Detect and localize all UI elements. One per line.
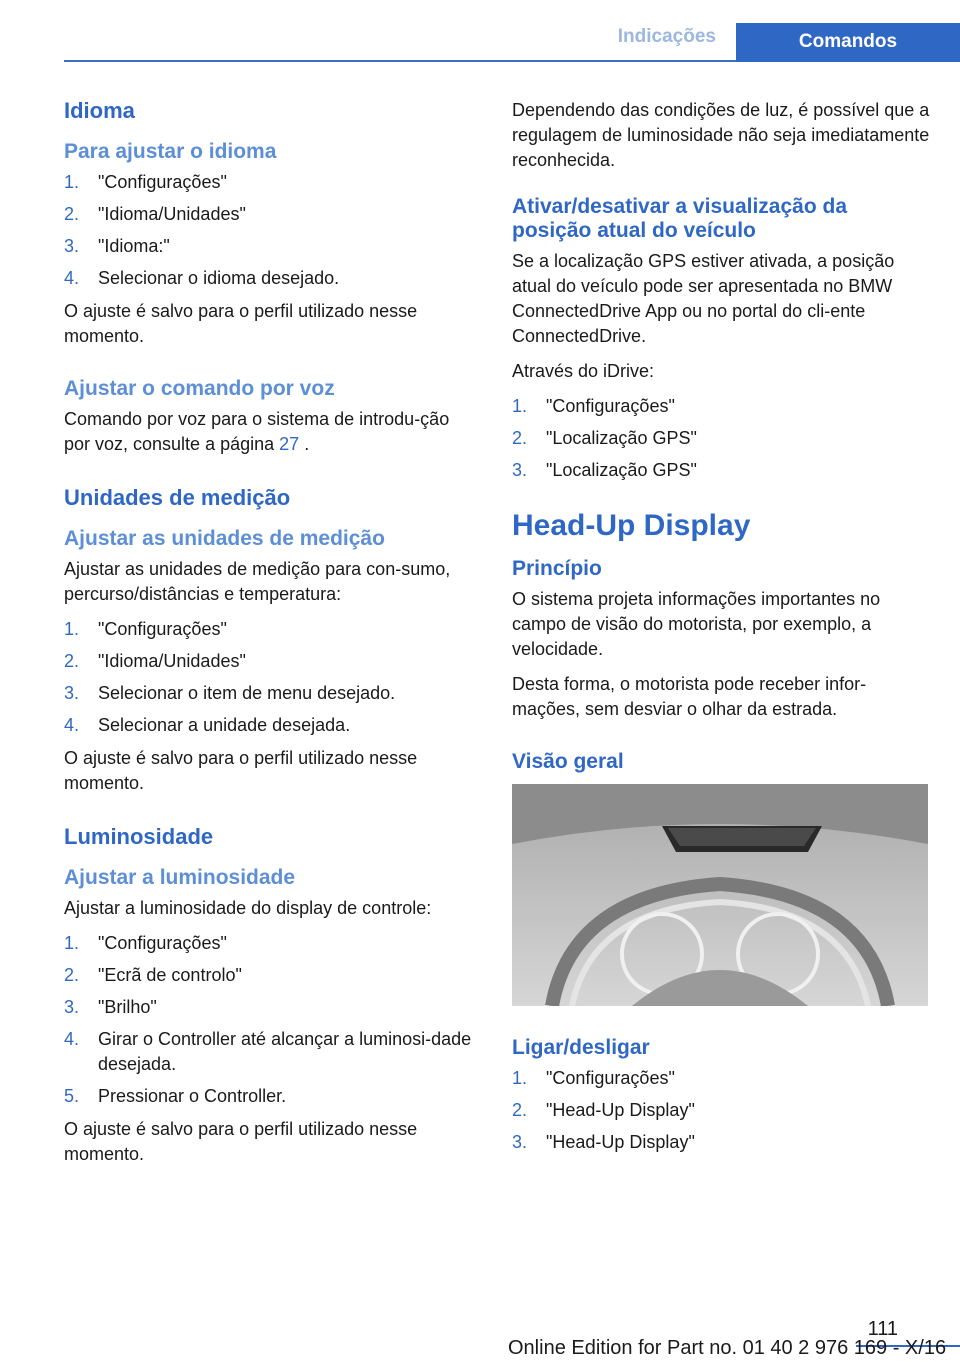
left-column	[64, 98, 476, 1177]
list-item: 2. "Ecrã de controlo"	[64, 965, 242, 985]
unidades-heading: Unidades de medição	[64, 485, 291, 510]
ligar-steps	[512, 1066, 930, 1155]
list-item: 3. "Brilho"	[64, 997, 157, 1017]
page-footer	[0, 1318, 960, 1362]
edition-text: Online Edition for Part no. 01 40 2 976 169 - X/16	[508, 1337, 947, 1359]
visao-subheading: Visão geral	[512, 750, 624, 773]
unidades-note: O ajuste é salvo para o perfil utilizado nesse momento.	[64, 748, 418, 793]
list-item: 3. Selecionar o item de menu desejado.	[64, 683, 396, 703]
unidades-steps	[64, 617, 476, 738]
luminosidade-continued: Dependendo das condições de luz, é possível que a regulagem de luminosidade não seja imediatamente reconhecida.	[512, 100, 930, 170]
voz-paragraph: Comando por voz para o sistema de introdu-ção por voz, consulte a página 27 .	[64, 409, 450, 454]
page-number: 111	[867, 1318, 898, 1340]
gps-via: Através do iDrive:	[512, 361, 655, 381]
section-tab[interactable]: Indicações	[617, 26, 716, 47]
hud-heading: Head-Up Display	[512, 509, 751, 542]
list-item: 2. "Localização GPS"	[512, 428, 697, 448]
list-item: 3. "Head-Up Display"	[512, 1132, 695, 1152]
idioma-subheading: Para ajustar o idioma	[64, 140, 277, 163]
luminosidade-steps	[64, 931, 476, 1109]
principio-subheading: Princípio	[512, 557, 602, 580]
list-item: 1. "Configurações"	[512, 396, 675, 416]
list-item: 2. "Idioma/Unidades"	[64, 204, 246, 224]
list-item: 1. "Configurações"	[64, 933, 227, 953]
list-item: 3. "Localização GPS"	[512, 460, 697, 480]
list-item: 1. "Configurações"	[64, 619, 227, 639]
list-item: 1. "Configurações"	[512, 1068, 675, 1088]
idioma-steps	[64, 170, 476, 291]
list-item: 2. "Head-Up Display"	[512, 1100, 695, 1120]
list-item: 4. Selecionar o idioma desejado.	[64, 268, 340, 288]
list-item: 1. "Configurações"	[64, 172, 227, 192]
gps-steps	[512, 394, 930, 483]
list-item: 4. Girar o Controller até alcançar a luminosi-dade desejada.	[64, 1029, 472, 1074]
right-column	[512, 98, 930, 1163]
idioma-heading: Idioma	[64, 98, 135, 123]
luminosidade-paragraph: Ajustar a luminosidade do display de controle:	[64, 898, 432, 918]
list-item: 4. Selecionar a unidade desejada.	[64, 715, 351, 735]
principio-paragraph-1: O sistema projeta informações importantes no campo de visão do motorista, por exemplo, a velocidade.	[512, 589, 881, 659]
list-item: 3. "Idioma:"	[64, 236, 170, 256]
list-item: 5. Pressionar o Controller.	[64, 1086, 287, 1106]
idioma-note: O ajuste é salvo para o perfil utilizado nesse momento.	[64, 301, 418, 346]
luminosidade-subheading: Ajustar a luminosidade	[64, 866, 296, 889]
ligar-subheading: Ligar/desligar	[512, 1036, 650, 1059]
luminosidade-heading: Luminosidade	[64, 824, 214, 849]
page-link[interactable]: 27	[279, 434, 300, 454]
hud-illustration	[512, 784, 928, 1006]
dashboard-image	[512, 784, 928, 1006]
gps-subheading: Ativar/desativar a visualização da posição atual do veículo	[512, 195, 848, 242]
luminosidade-note: O ajuste é salvo para o perfil utilizado nesse momento.	[64, 1119, 418, 1164]
unidades-paragraph: Ajustar as unidades de medição para con-sumo, percurso/distâncias e temperatura:	[64, 559, 451, 604]
principio-paragraph-2: Desta forma, o motorista pode receber infor-mações, sem desviar o olhar da estrada.	[512, 674, 867, 719]
voz-subheading: Ajustar o comando por voz	[64, 377, 335, 400]
unidades-subheading: Ajustar as unidades de medição	[64, 527, 385, 550]
gps-paragraph: Se a localização GPS estiver ativada, a posição atual do veículo pode ser apresentada no BMW ConnectedDrive App ou no portal do cli-ente ConnectedDrive.	[512, 251, 895, 346]
chapter-tab[interactable]: Comandos	[736, 23, 960, 62]
list-item: 2. "Idioma/Unidades"	[64, 651, 246, 671]
